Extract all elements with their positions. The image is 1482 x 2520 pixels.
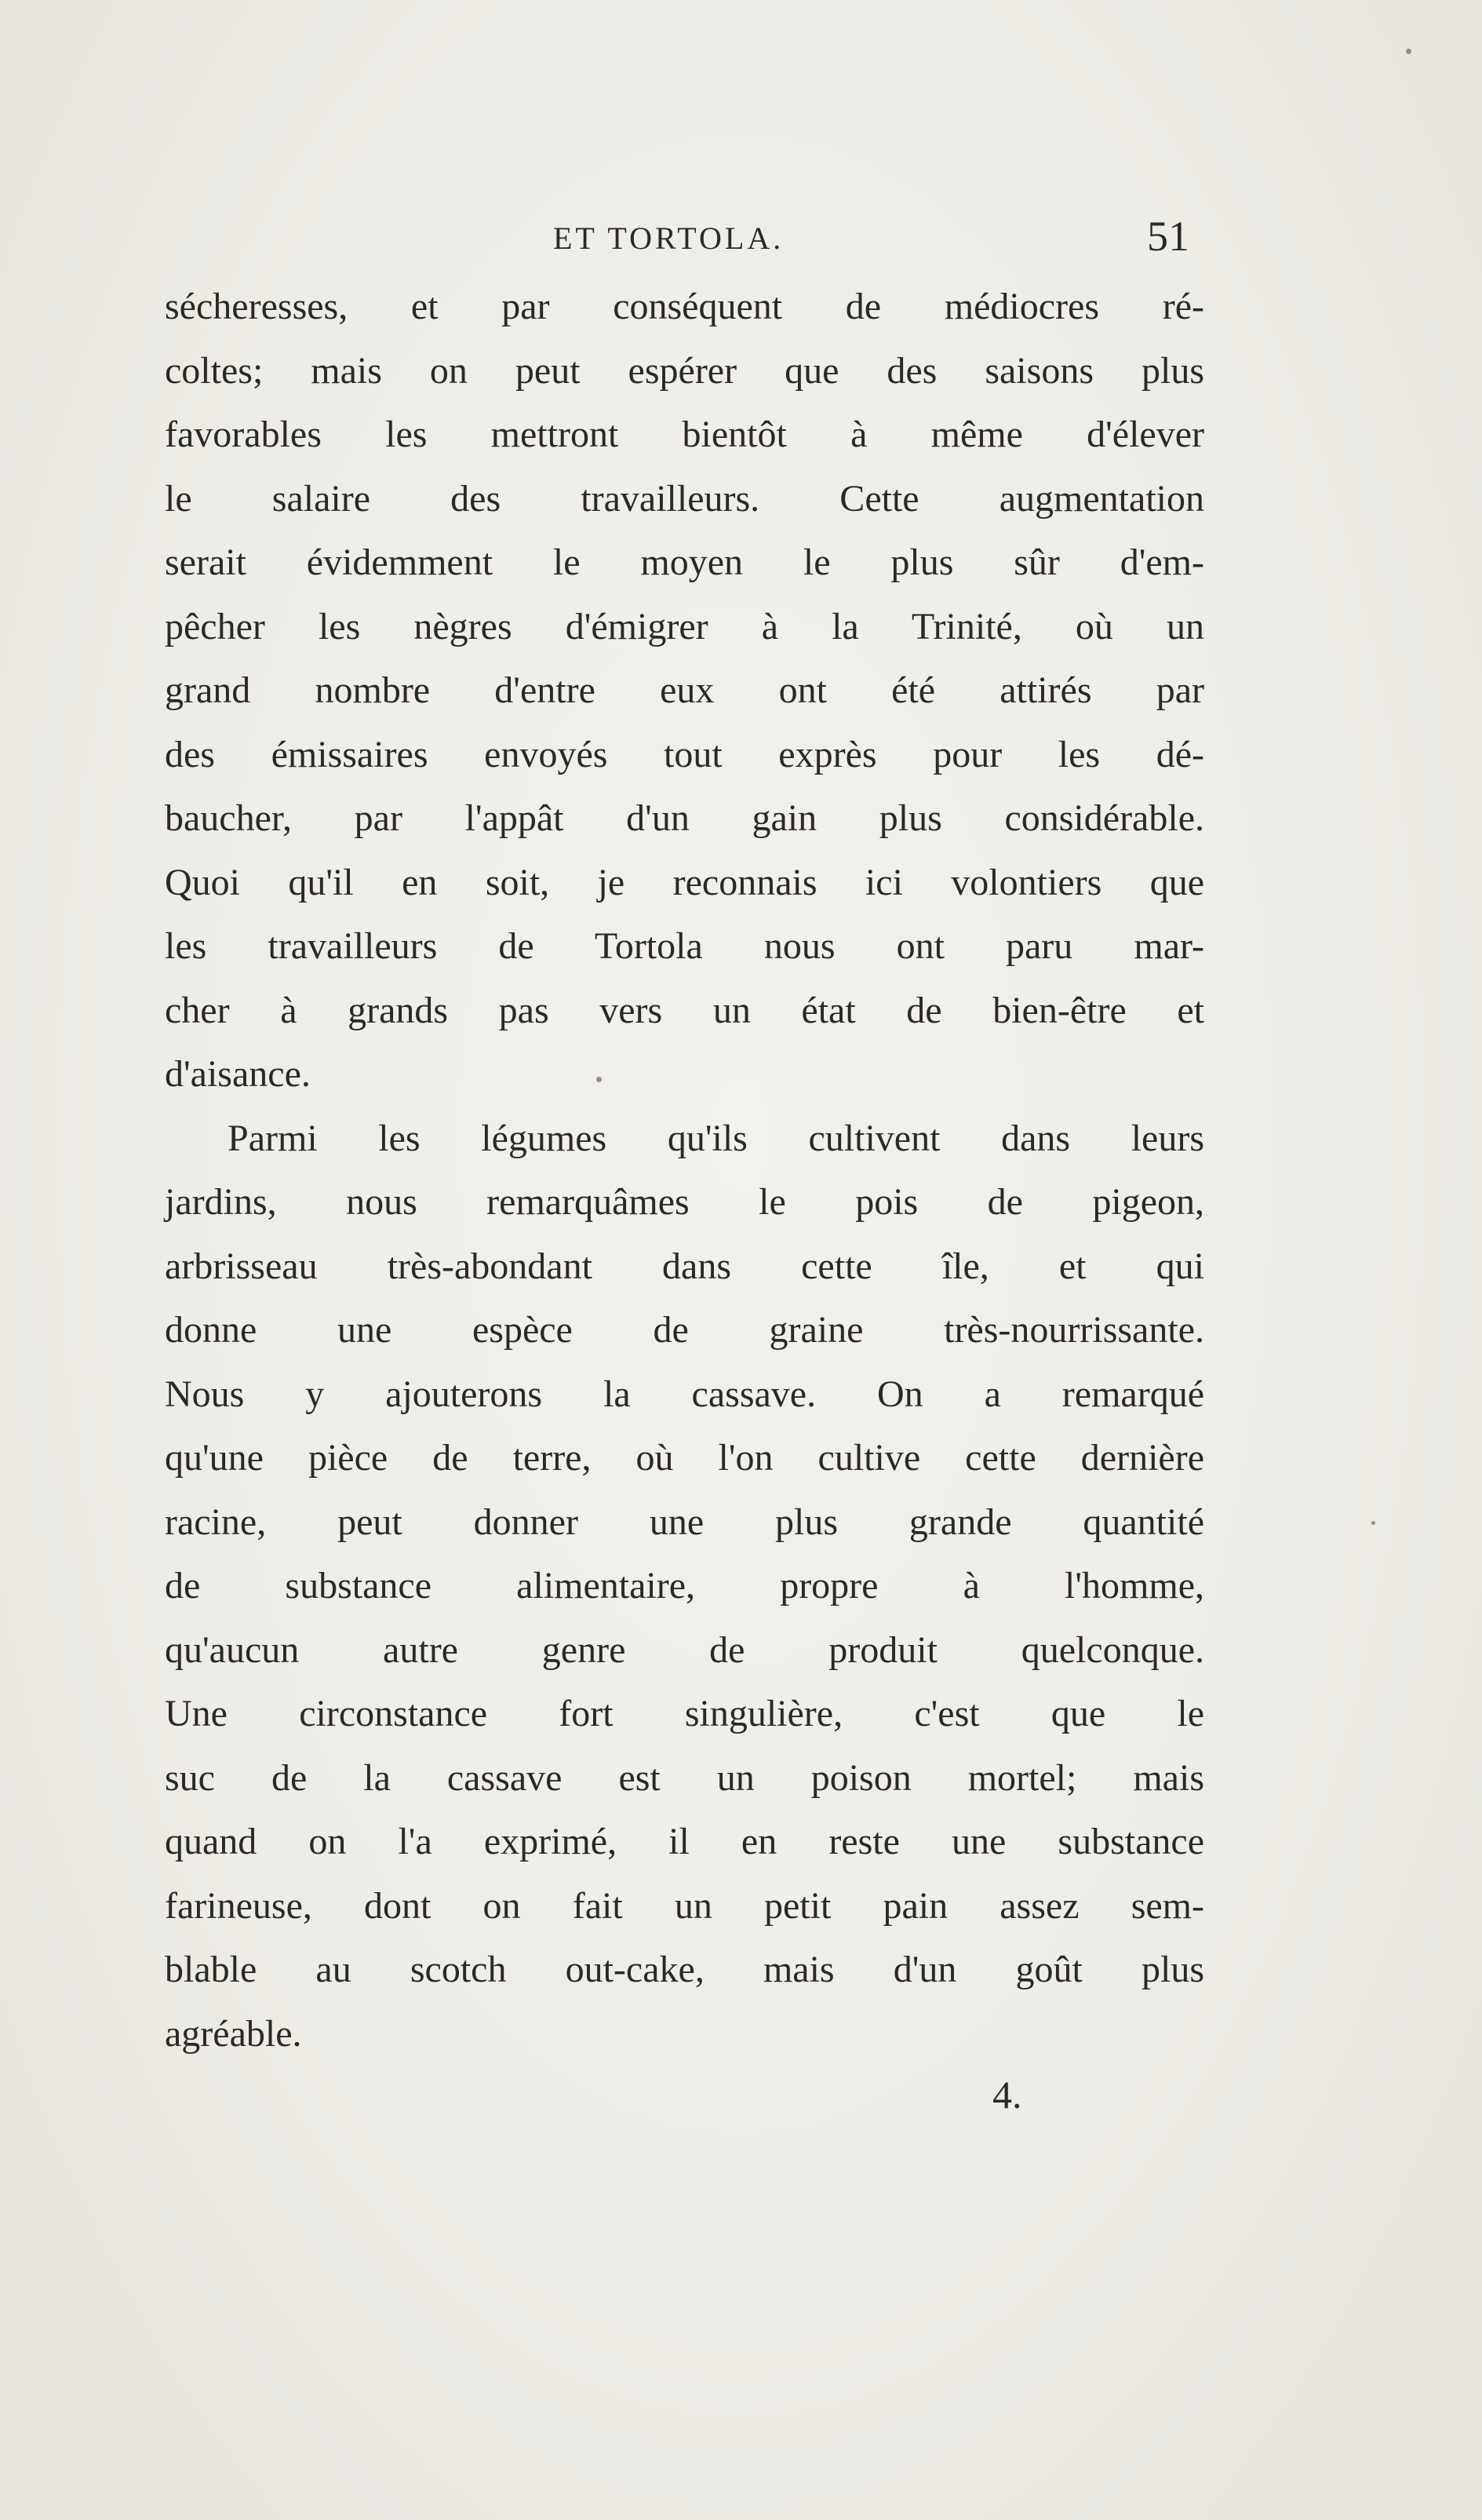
text-line: quand on l'a exprimé, il en reste une substance xyxy=(165,1821,1204,1862)
body-text xyxy=(165,275,1204,2066)
text-line: d'aisance. xyxy=(165,1053,311,1095)
text-line: arbrisseau très-abondant dans cette île, et qui xyxy=(165,1245,1204,1287)
text-line: coltes; mais on peut espérer que des saisons plus xyxy=(165,349,1204,392)
text-line: farineuse, dont on fait un petit pain assez sem- xyxy=(165,1884,1204,1927)
paragraph-2 xyxy=(165,1107,1204,2066)
text-line: pêcher les nègres d'émigrer à la Trinité, où un xyxy=(165,605,1204,647)
text-line: baucher, par l'appât d'un gain plus considérable. xyxy=(165,797,1204,839)
text-line: donne une espèce de graine très-nourrissante. xyxy=(165,1309,1204,1351)
text-line: de substance alimentaire, propre à l'homme, xyxy=(165,1565,1204,1606)
signature-mark: 4. xyxy=(992,2073,1022,2117)
text-line: favorables les mettront bientôt à même d'élever xyxy=(165,414,1204,455)
text-line: qu'une pièce de terre, où l'on cultive cette dernière xyxy=(165,1437,1204,1479)
paper-speck xyxy=(1406,49,1411,54)
text-line: Une circonstance fort singulière, c'est que le xyxy=(165,1693,1204,1734)
text-line: suc de la cassave est un poison mortel; mais xyxy=(165,1756,1204,1799)
text-line: les travailleurs de Tortola nous ont paru mar- xyxy=(165,925,1204,967)
text-line: Parmi les légumes qu'ils cultivent dans leurs xyxy=(228,1117,1204,1159)
text-line: des émissaires envoyés tout exprès pour les dé- xyxy=(165,733,1204,775)
text-line: grand nombre d'entre eux ont été attirés par xyxy=(165,669,1204,711)
text-line: sécheresses, et par conséquent de médiocres ré- xyxy=(165,286,1204,327)
text-line: agréable. xyxy=(165,2012,302,2055)
text-line: qu'aucun autre genre de produit quelconque. xyxy=(165,1628,1204,1671)
paper-speck xyxy=(596,1077,602,1082)
running-head: ET TORTOLA. xyxy=(553,221,785,256)
text-line: serait évidemment le moyen le plus sûr d'em- xyxy=(165,542,1204,583)
text-line: blable au scotch out-cake, mais d'un goût plus xyxy=(165,1949,1204,1990)
text-line: Quoi qu'il en soit, je reconnais ici volontiers que xyxy=(165,861,1204,903)
page-number: 51 xyxy=(1147,213,1189,260)
text-line: jardins, nous remarquâmes le pois de pigeon, xyxy=(165,1181,1204,1223)
text-line: cher à grands pas vers un état de bien-être et xyxy=(165,989,1204,1031)
paper-speck xyxy=(1371,1521,1375,1525)
paragraph-1 xyxy=(165,275,1204,1107)
text-line: racine, peut donner une plus grande quantité xyxy=(165,1501,1204,1543)
text-line: le salaire des travailleurs. Cette augmentation xyxy=(165,477,1204,520)
text-line: Nous y ajouterons la cassave. On a remarqué xyxy=(165,1373,1204,1415)
